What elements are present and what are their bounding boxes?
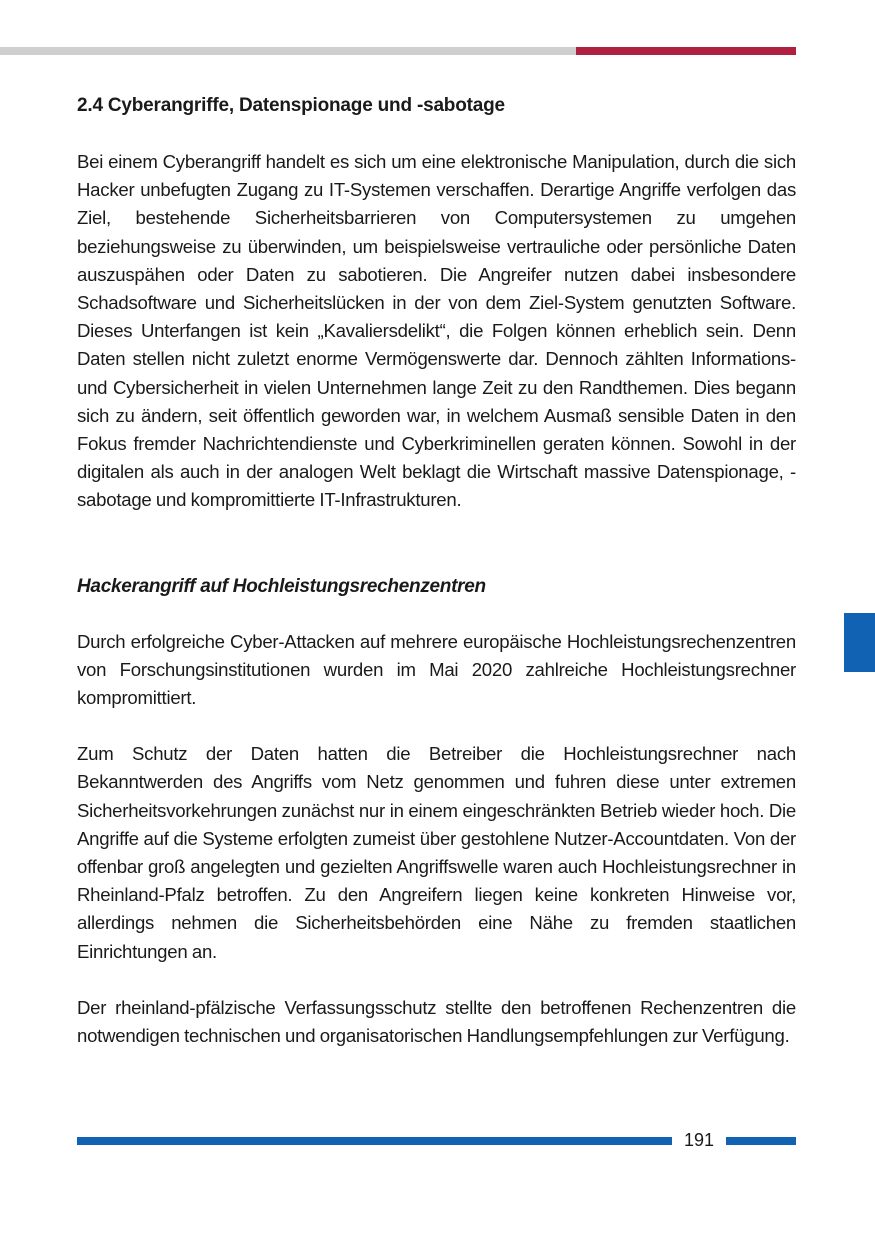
case-paragraph-2: Zum Schutz der Daten hatten die Betreiber die Hochleistungsrechner nach Bekanntwerden des Angriffs vom Netz genommen und fuhren diese unter extremen Sicherheitsvorkehrungen zunächst nur in einem eingeschränkten Betrieb wieder hoch. Die Angriffe auf die Systeme erfolgten zumeist über gestohlene Nutzer-Accountdaten. Von der offenbar groß angelegten und gezielten Angriffswelle waren auch Hochleistungsrechner in Rheinland-Pfalz betroffen. Zu den Angreifern liegen keine konkreten Hinweise vor, allerdings nehmen die Sicherheitsbehörden eine Nähe zu fremden staatlichen Einrichtungen an. [77,743,796,962]
footer-rule-left [77,1137,672,1145]
case-paragraph-3: Der rheinland-pfälzische Verfassungsschutz stellte den betroffenen Rechenzentren die notwendigen technischen und organisatorischen Handlungsempfehlungen zur Verfügung. [77,996,796,1047]
case-title: Hackerangriff auf Hochleistungsrechenzentren [77,575,486,597]
section-intro-paragraph: Bei einem Cyberangriff handelt es sich um eine elektronische Manipulation, durch die sich Hacker unbefugten Zugang zu IT-Systemen verschaffen. Derartige Angriffe verfolgen das Ziel, bestehende Sicherheitsbarrieren von Computersystemen zu umgehen beziehungsweise zu überwinden, um beispielsweise vertrauliche oder persönliche Daten auszuspähen oder Daten zu sabotieren. Die Angreifer nutzen dabei insbesondere Schadsoftware und Sicherheitslücken in der von dem Ziel-System genutzten Software. Dieses Unterfangen ist kein „Kavaliersdelikt“, die Folgen können erheblich sein. Denn Daten stellen nicht zuletzt enorme Vermögenswerte dar. Dennoch zählten Informations- und Cybersicherheit in vielen Unternehmen lange Zeit zu den Randthemen. Dies begann sich zu ändern, seit öffentlich geworden war, in welchem Ausmaß sensible Daten in den Fokus fremder Nachrichtendienste und Cyberkriminellen geraten können. Sowohl in der digitalen als auch in der analogen Welt beklagt die Wirtschaft massive Datenspionage, -sabotage und kompromittierte IT-Infrastrukturen. [77,151,796,511]
chapter-side-tab [844,613,875,672]
page-content [77,92,796,1050]
section-title: 2.4 Cyberangriffe, Datenspionage und -sabotage [77,95,505,116]
header-rule-accent [576,47,796,55]
header-rule-grey [0,47,576,55]
page-number: 191 [683,1130,715,1150]
footer-rule-right [726,1137,796,1145]
case-paragraph-1: Durch erfolgreiche Cyber-Attacken auf mehrere europäische Hochleistungsrechenzentren von Forschungsinstitutionen wurden im Mai 2020 zahlreiche Hochleistungsrechner kompromittiert. [77,630,796,709]
